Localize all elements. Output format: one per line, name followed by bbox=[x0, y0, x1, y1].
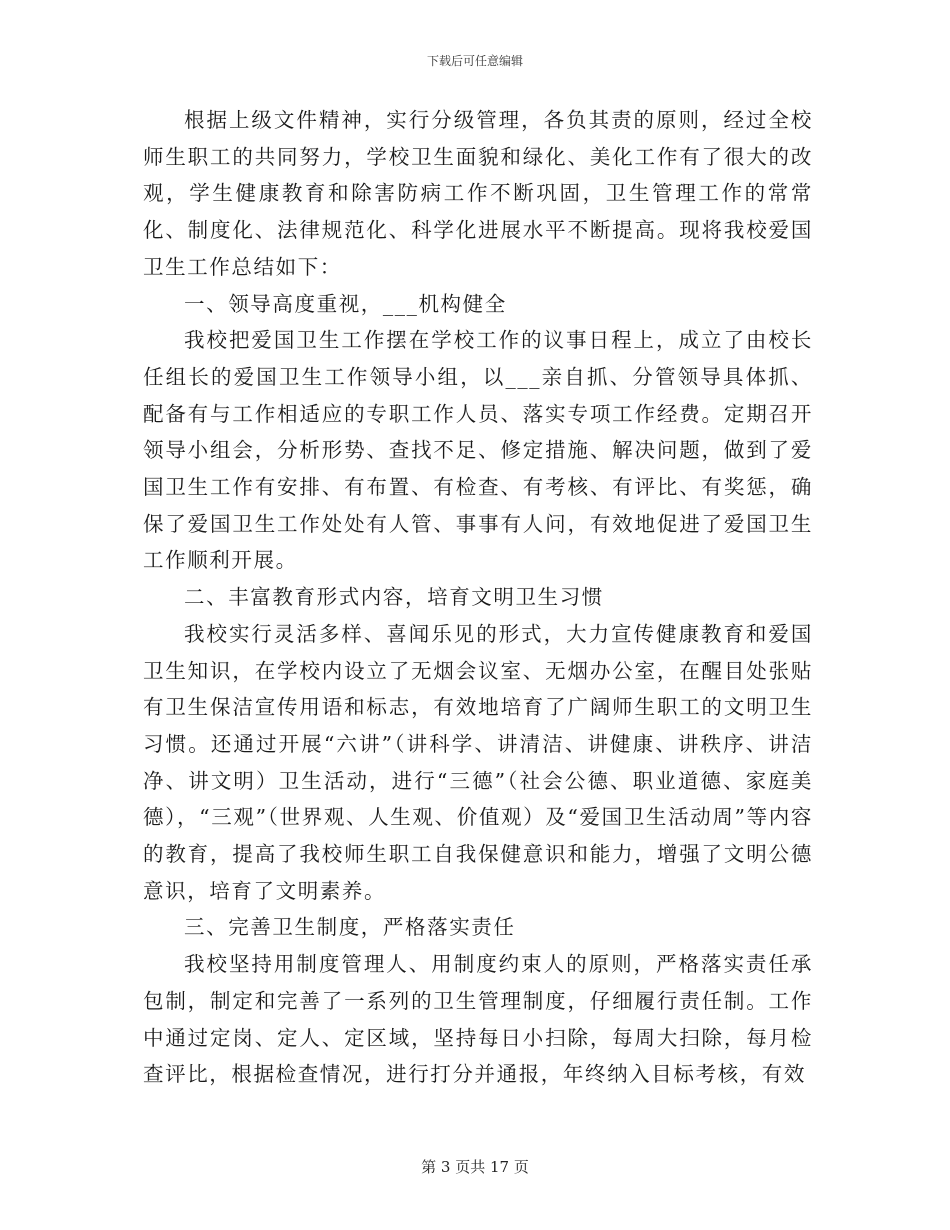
section-1-heading: 一、领导高度重视，___机构健全 bbox=[184, 291, 507, 316]
page-header: 下载后可任意编辑 bbox=[426, 54, 523, 68]
section-2-paragraph: 我校实行灵活多样、喜闻乐见的形式，大力宣传健康教育和爱国卫生知识，在学校内设立了无烟会议室、无烟办公室，在醒目处张贴有卫生保洁宣传用语和标志，有效地培育了广阔师生职工的文明卫生习惯。还通过开展“六讲”（讲科学、讲清洁、讲健康、讲秩序、讲洁净、讲文明）卫生活动，进行“三德”（社会公德、职业道德、家庭美德），“三观”（世界观、人生观、价值观）及“爱国卫生活动周”等内容的教育，提高了我校师生职工自我保健意识和能力，增强了文明公德意识，培育了文明素养。 bbox=[143, 621, 813, 903]
section-1-paragraph: 我校把爱国卫生工作摆在学校工作的议事日程上，成立了由校长任组长的爱国卫生工作领导小组，以___亲自抓、分管领导具体抓、配备有与工作相适应的专职工作人员、落实专项工作经费。定期召开领导小组会，分析形势、查找不足、修定措施、解决问题，做到了爱国卫生工作有安排、有布置、有检查、有考核、有评比、有奖惩，确保了爱国卫生工作处处有人管、事事有人问，有效地促进了爱国卫生工作顺利开展。 bbox=[143, 328, 813, 573]
intro-paragraph: 根据上级文件精神，实行分级管理，各负其责的原则，经过全校师生职工的共同努力，学校卫生面貌和绿化、美化工作有了很大的改观，学生健康教育和除害防病工作不断巩固，卫生管理工作的常常化、制度化、法律规范化、科学化进展水平不断提高。现将我校爱国卫生工作总结如下： bbox=[143, 108, 813, 279]
section-3-paragraph: 我校坚持用制度管理人、用制度约束人的原则，严格落实责任承包制，制定和完善了一系列的卫生管理制度，仔细履行责任制。工作中通过定岗、定人、定区域，坚持每日小扫除，每周大扫除，每月检查评比，根据检查情况，进行打分并通报，年终纳入目标考核，有效 bbox=[143, 952, 813, 1087]
document-body bbox=[143, 102, 813, 1093]
section-3-heading: 三、完善卫生制度，严格落实责任 bbox=[184, 915, 516, 940]
page-footer: 第 3 页共 17 页 bbox=[421, 1158, 529, 1176]
section-2-heading: 二、丰富教育形式内容，培育文明卫生习惯 bbox=[184, 585, 604, 610]
